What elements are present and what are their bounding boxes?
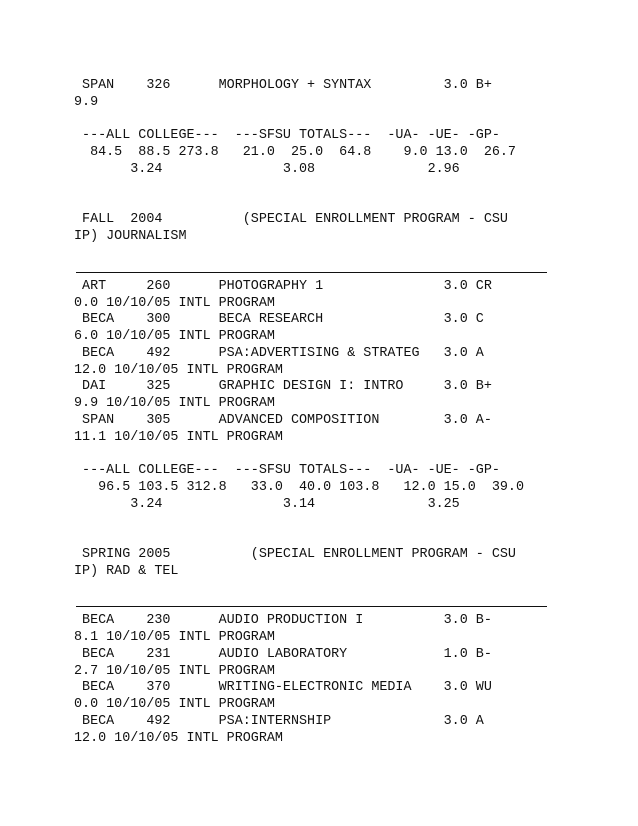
course-detail-line: 0.0 10/10/05 INTL PROGRAM [74,697,275,712]
course-line: BECA 492 PSA:ADVERTISING & STRATEG 3.0 A [74,346,484,361]
totals-header: ---ALL COLLEGE--- ---SFSU TOTALS--- -UA- -UE- -GP- [74,128,500,143]
course-line: ART 260 PHOTOGRAPHY 1 3.0 CR [74,279,492,294]
totals-header: ---ALL COLLEGE--- ---SFSU TOTALS--- -UA- -UE- -GP- [74,463,500,478]
totals-values: 96.5 103.5 312.8 33.0 40.0 103.8 12.0 15.0 39.0 [74,480,524,495]
course-line: BECA 231 AUDIO LABORATORY 1.0 B- [74,647,492,662]
term-header-continued: IP) JOURNALISM [74,229,187,244]
section-divider [76,272,547,273]
totals-values: 84.5 88.5 273.8 21.0 25.0 64.8 9.0 13.0 26.7 [74,145,516,160]
course-detail-line: 12.0 10/10/05 INTL PROGRAM [74,731,283,746]
term-header: FALL 2004 (SPECIAL ENROLLMENT PROGRAM - CSU [74,212,508,227]
course-line: BECA 370 WRITING-ELECTRONIC MEDIA 3.0 WU [74,680,492,695]
course-detail-line: 9.9 10/10/05 INTL PROGRAM [74,396,275,411]
course-detail-line: 2.7 10/10/05 INTL PROGRAM [74,664,275,679]
course-detail-line: 11.1 10/10/05 INTL PROGRAM [74,430,283,445]
course-line: DAI 325 GRAPHIC DESIGN I: INTRO 3.0 B+ [74,379,492,394]
course-detail-line: 12.0 10/10/05 INTL PROGRAM [74,363,283,378]
grade-points-line: 9.9 [74,95,99,110]
totals-gpa: 3.24 3.08 2.96 [74,162,460,177]
course-line: BECA 300 BECA RESEARCH 3.0 C [74,312,484,327]
section-divider [76,606,547,607]
course-line: SPAN 326 MORPHOLOGY + SYNTAX 3.0 B+ [74,78,492,93]
term-header-continued: IP) RAD & TEL [74,564,179,579]
course-detail-line: 6.0 10/10/05 INTL PROGRAM [74,329,275,344]
term-header: SPRING 2005 (SPECIAL ENROLLMENT PROGRAM - CSU [74,547,516,562]
course-detail-line: 8.1 10/10/05 INTL PROGRAM [74,630,275,645]
course-line: BECA 230 AUDIO PRODUCTION I 3.0 B- [74,613,492,628]
totals-gpa: 3.24 3.14 3.25 [74,497,460,512]
course-detail-line: 0.0 10/10/05 INTL PROGRAM [74,296,275,311]
course-line: BECA 492 PSA:INTERNSHIP 3.0 A [74,714,484,729]
course-line: SPAN 305 ADVANCED COMPOSITION 3.0 A- [74,413,492,428]
